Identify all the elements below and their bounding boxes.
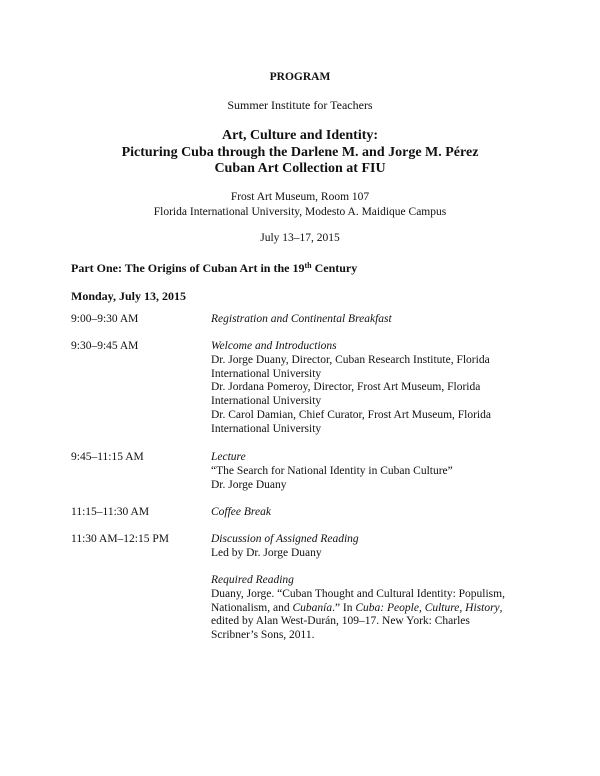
session-description — [211, 340, 531, 437]
venue-line: Florida International University, Modesto A. Maidique Campus — [153, 205, 447, 218]
part-heading-text: Part One: The Origins of Cuban Art in the 19 — [71, 261, 305, 275]
reading-text: .” In — [332, 601, 356, 614]
reading-line — [211, 602, 531, 616]
part-heading — [71, 261, 357, 276]
session-line: “The Search for National Identity in Cuban Culture” — [211, 464, 453, 477]
reading-block — [211, 574, 531, 643]
session-time: 9:45–11:15 AM — [71, 451, 144, 463]
session-description — [211, 506, 531, 520]
session-line: Dr. Jorge Duany, Director, Cuban Research Institute, Florida — [211, 353, 490, 366]
session-time: 9:30–9:45 AM — [71, 340, 139, 352]
session-time: 9:00–9:30 AM — [71, 313, 139, 325]
session-title: Registration and Continental Breakfast — [211, 313, 392, 325]
session-line: Dr. Jordana Pomeroy, Director, Frost Art Museum, Florida — [211, 381, 481, 394]
session-line: International University — [211, 395, 322, 408]
program-title — [0, 128, 600, 178]
session-line: Dr. Jorge Duany — [211, 478, 287, 491]
session-time: 11:30 AM–12:15 PM — [71, 533, 169, 545]
title-line: Art, Culture and Identity: — [221, 128, 379, 143]
reading-text: , — [499, 601, 503, 614]
session-line: International University — [211, 422, 322, 435]
reading-text: Nationalism, and — [211, 601, 293, 614]
reading-heading: Required Reading — [211, 574, 294, 586]
reading-line: Scribner’s Sons, 2011. — [211, 629, 315, 642]
reading-line: edited by Alan West-Durán, 109–17. New York: Charles — [211, 615, 470, 628]
program-dates: July 13–17, 2015 — [260, 232, 340, 244]
venue-line: Frost Art Museum, Room 107 — [230, 191, 370, 203]
institute-subtitle: Summer Institute for Teachers — [227, 98, 373, 112]
day-heading: Monday, July 13, 2015 — [71, 289, 187, 303]
session-title: Welcome and Introductions — [211, 340, 337, 352]
part-heading-superscript: th — [304, 261, 312, 270]
session-line: International University — [211, 367, 322, 380]
venue — [0, 190, 600, 219]
reading-book-title: Cuba: People, Culture, History — [355, 601, 500, 614]
session-time: 11:15–11:30 AM — [71, 506, 150, 518]
session-title: Coffee Break — [211, 506, 271, 518]
reading-italic-term: Cubanía — [292, 601, 333, 614]
reading-line: Duany, Jorge. “Cuban Thought and Cultural Identity: Populism, — [211, 587, 505, 600]
title-line: Cuban Art Collection at FIU — [214, 161, 386, 176]
program-label: PROGRAM — [269, 71, 331, 83]
part-heading-suffix: Century — [311, 261, 358, 275]
session-line: Led by Dr. Jorge Duany — [211, 546, 322, 559]
session-line: Dr. Carol Damian, Chief Curator, Frost Art Museum, Florida — [211, 408, 491, 421]
title-line: Picturing Cuba through the Darlene M. and Jorge M. Pérez — [121, 144, 479, 160]
session-description — [211, 533, 531, 561]
session-title: Lecture — [211, 451, 246, 463]
session-description — [211, 451, 531, 492]
session-description — [211, 313, 531, 327]
session-title: Discussion of Assigned Reading — [211, 533, 359, 545]
